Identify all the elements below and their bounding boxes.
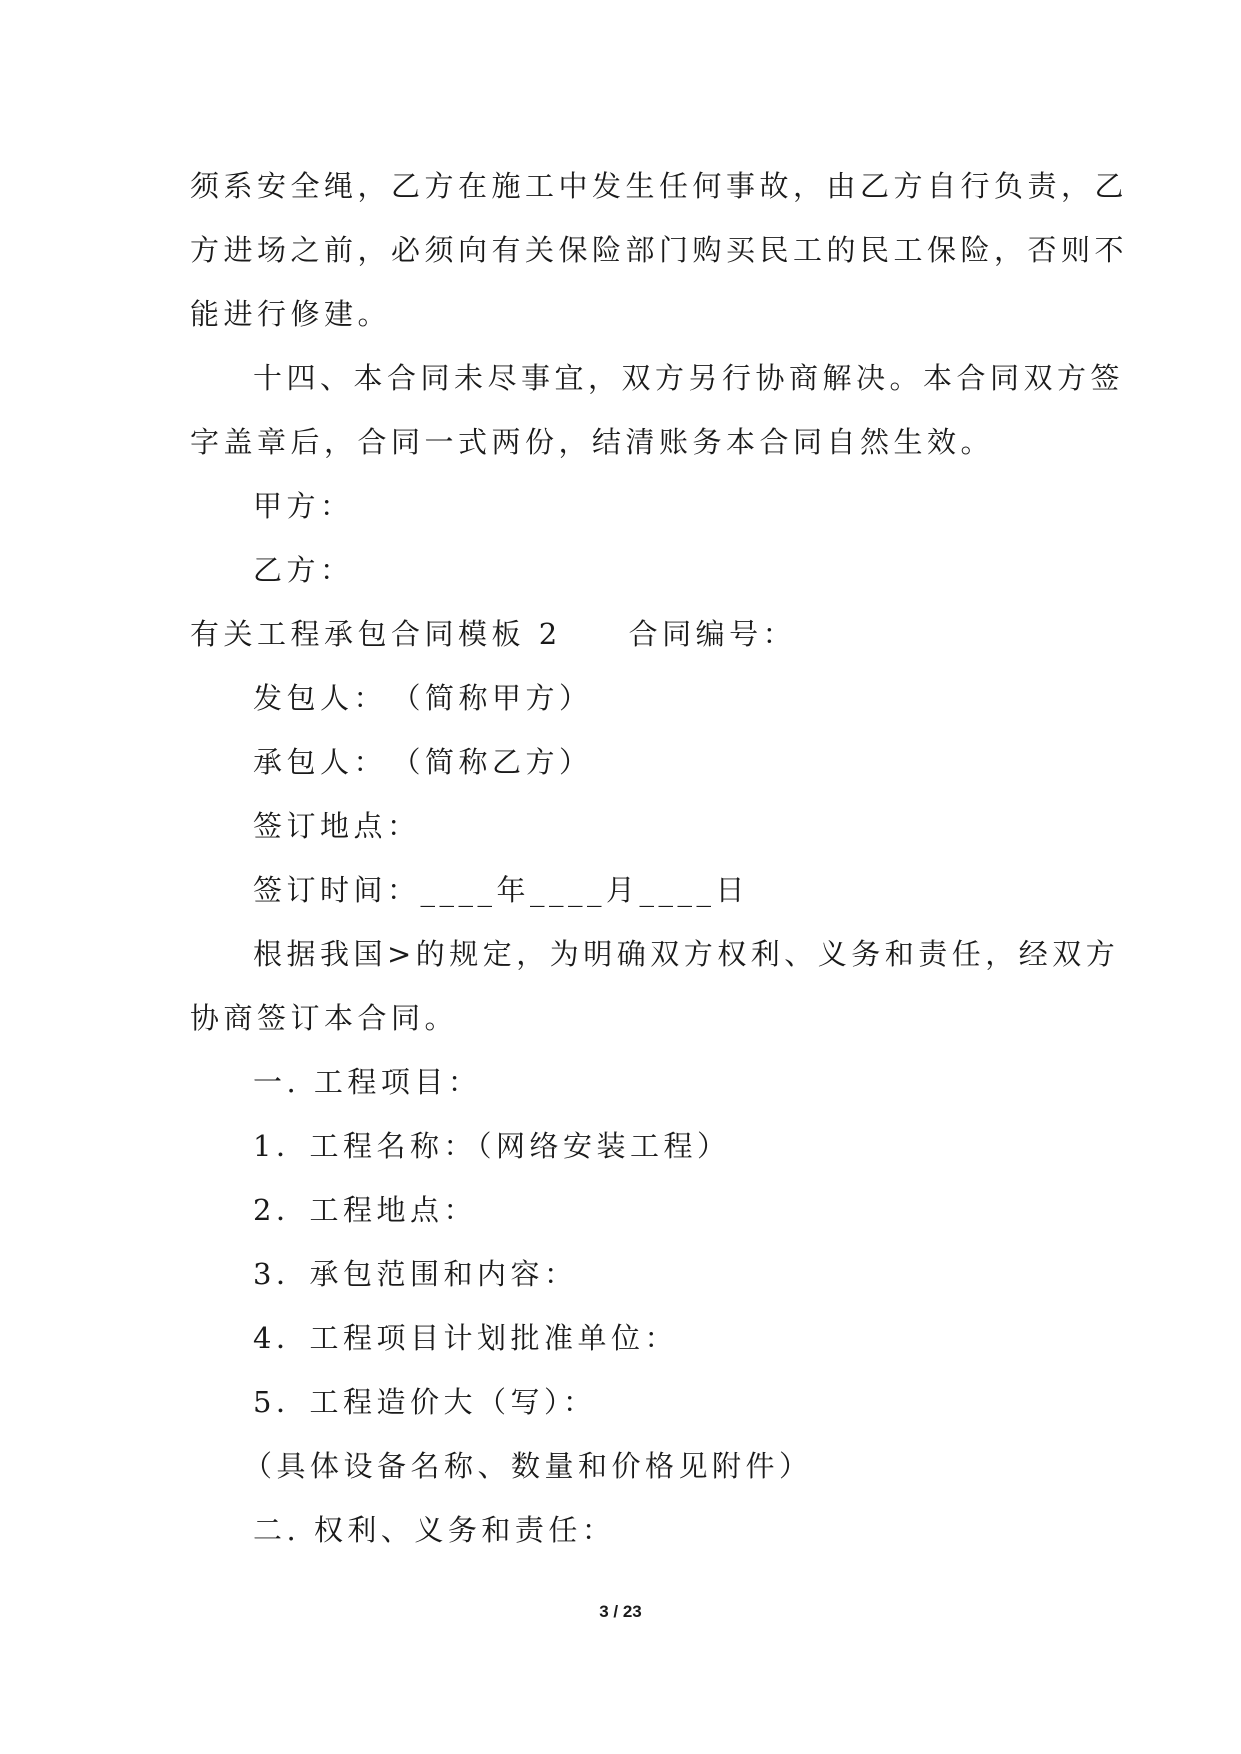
- paragraph-line: 根据我国>的规定，为明确双方权利、义务和责任，经双方: [253, 937, 1120, 971]
- list-item: 4．工程项目计划批准单位：: [253, 1321, 678, 1355]
- contractor-line: 承包人： （简称乙方）: [253, 745, 593, 779]
- list-item: 2．工程地点：: [253, 1193, 477, 1227]
- paragraph-line: 字盖章后，合同一式两份，结清账务本合同自然生效。: [190, 425, 995, 459]
- note-line: （具体设备名称、数量和价格见附件）: [243, 1449, 813, 1483]
- party-a-label: 甲方：: [253, 489, 354, 523]
- paragraph-line: 十四、本合同未尽事宜，双方另行协商解决。本合同双方签: [253, 361, 1125, 395]
- list-item: 3．承包范围和内容：: [253, 1257, 578, 1291]
- employer-line: 发包人： （简称甲方）: [253, 681, 593, 715]
- section-title: 有关工程承包合同模板 2 合同编号：: [190, 617, 797, 651]
- page-number: 3 / 23: [599, 1602, 642, 1621]
- signing-date-line: 签订时间：____年____月____日: [253, 873, 750, 907]
- section-heading: 二. 权利、义务和责任：: [253, 1513, 616, 1547]
- signing-place-line: 签订地点：: [253, 809, 421, 843]
- section-heading: 一. 工程项目：: [253, 1065, 482, 1099]
- paragraph-line: 须系安全绳，乙方在施工中发生任何事故，由乙方自行负责，乙: [190, 169, 1129, 203]
- list-item: 1．工程名称：（网络安装工程）: [253, 1129, 731, 1163]
- party-b-label: 乙方：: [253, 553, 354, 587]
- paragraph-line: 协商签订本合同。: [190, 1001, 459, 1035]
- paragraph-line: 能进行修建。: [190, 297, 392, 331]
- paragraph-line: 方进场之前，必须向有关保险部门购买民工的民工保险，否则不: [190, 233, 1129, 267]
- list-item: 5．工程造价大（写）：: [253, 1385, 597, 1419]
